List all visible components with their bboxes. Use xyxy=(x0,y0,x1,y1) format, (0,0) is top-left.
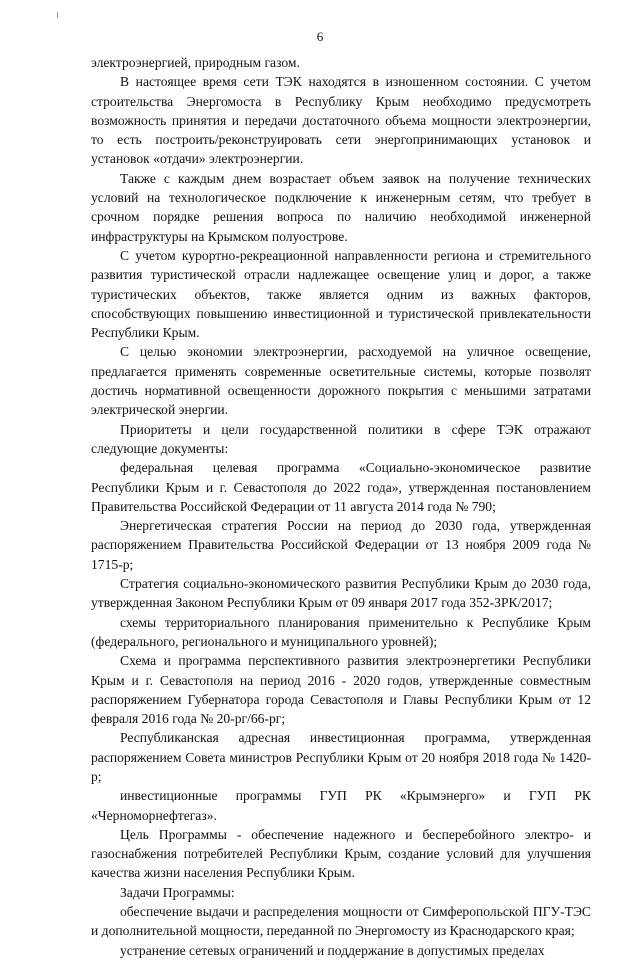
task-item-power-distribution: обеспечение выдачи и распределения мощности от Симферопольской ПГУ-ТЭС и дополнительной мощности, переданной по Энергомосту из Краснодарского края; xyxy=(91,904,591,939)
list-item-development-strategy: Стратегия социально-экономического развития Республики Крым до 2030 года, утвержденная Законом Республики Крым от 09 января 2017 года 352-ЗРК/2017; xyxy=(91,576,591,611)
scan-edge-mark xyxy=(57,12,58,18)
list-item-power-development-scheme: Схема и программа перспективного развития электроэнергетики Республики Крым и г. Севастополя на период 2016 - 2020 годов, утвержденные совместным распоряжением Губернатора города Севастополя и Главы Республики Крым от 12 февраля 2016 года № 20-рг/66-рг; xyxy=(91,653,591,727)
page-number: 6 xyxy=(316,29,324,44)
document-body xyxy=(91,53,591,960)
paragraph-tek-networks: В настоящее время сети ТЭК находятся в изношенном состоянии. С учетом строительства Энергомоста в Республику Крым необходимо предусмотреть возможность принятия и передачи достаточного объема мощности электроэнергии, то есть построить/реконструировать сети энергопринимающих установок и установок «отдачи» электроэнергии. xyxy=(91,74,591,167)
list-item-investment-program: Республиканская адресная инвестиционная программа, утвержденная распоряжением Совета министров Республики Крым от 20 ноября 2018 года № 1420-р; xyxy=(91,730,591,784)
list-item-territorial-schemes: схемы территориального планирования применительно к Республике Крым (федерального, регионального и муниципального уровней); xyxy=(91,614,591,649)
paragraph-street-lighting: С учетом курортно-рекреационной направленности региона и стремительного развития туристической отрасли надлежащее освещение улиц и дорог, а также туристических объектов, также является одним из важных факторов, способствующих повышению инвестиционной и туристической привлекательности Республики Крым. xyxy=(91,247,591,341)
paragraph-program-tasks-heading: Задачи Программы: xyxy=(120,884,235,900)
paragraph-continuation: электроэнергией, природным газом. xyxy=(91,55,300,70)
paragraph-priorities: Приоритеты и цели государственной политики в сфере ТЭК отражают следующие документы: xyxy=(91,421,591,456)
paragraph-program-goal: Цель Программы - обеспечение надежного и бесперебойного электро- и газоснабжения потребителей Республики Крым, создание условий для улучшения качества жизни населения Республики Крым. xyxy=(91,826,591,881)
list-item-federal-program: федеральная целевая программа «Социально-экономическое развитие Республики Крым и г. Севастополя до 2022 года», утвержденная постановлением Правительства Российской Федерации от 11 августа 2014 года № 790; xyxy=(91,460,591,514)
paragraph-connection-requests: Также с каждым днем возрастает объем заявок на получение технических условий на технологическое подключение к инженерным сетям, что требует в срочном порядке решения вопроса по наличию необходимой инженерной инфраструктуры на Крымском полуострове. xyxy=(91,170,591,244)
list-item-energy-strategy: Энергетическая стратегия России на период до 2030 года, утвержденная распоряжением Правительства Российской Федерации от 13 ноября 2009 года № 1715-р; xyxy=(91,518,591,572)
task-item-network-limits: устранение сетевых ограничений и поддержание в допустимых пределах xyxy=(120,942,545,958)
paragraph-energy-saving: С целью экономии электроэнергии, расходуемой на уличное освещение, предлагается применять современные осветительные системы, которые позволят достичь нормативной освещенности дорожного покрытия с меньшими затратами электрической энергии. xyxy=(91,344,591,418)
list-item-company-programs: инвестиционные программы ГУП РК «Крымэнерго» и ГУП РК «Черноморнефтегаз». xyxy=(91,788,591,823)
